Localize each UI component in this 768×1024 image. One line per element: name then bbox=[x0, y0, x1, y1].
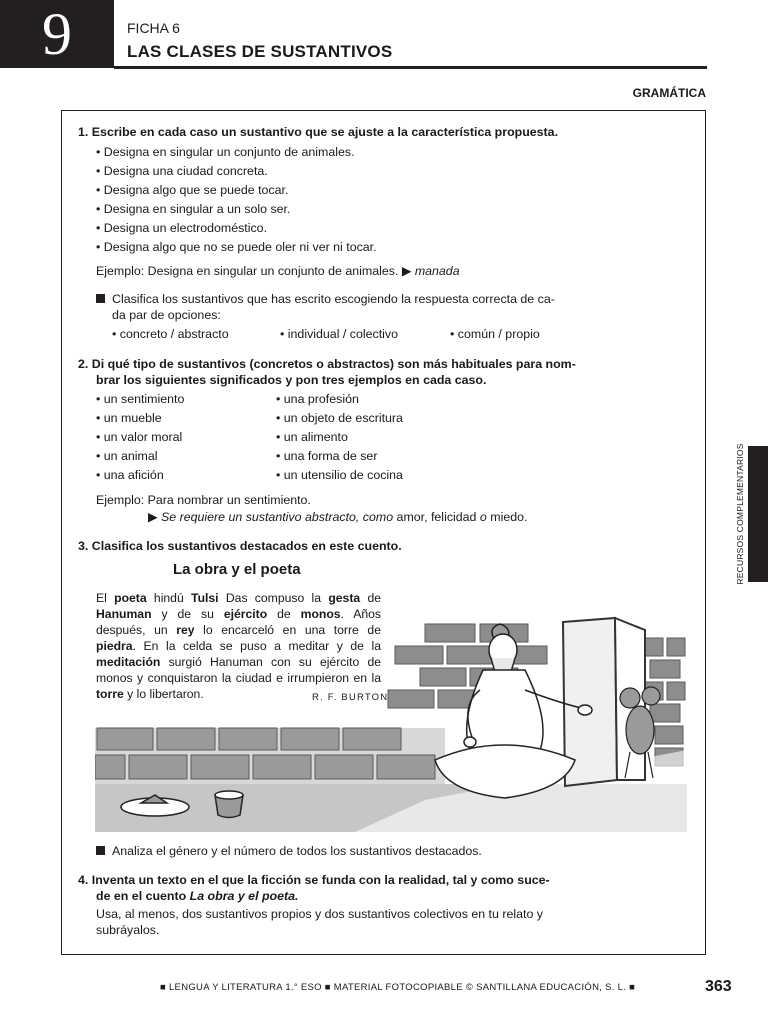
exercise-4-question bbox=[78, 872, 550, 888]
list-item: • un sentimiento bbox=[96, 390, 184, 409]
list-item: • un utensilio de cocina bbox=[276, 466, 403, 485]
list-item: • una afición bbox=[96, 466, 164, 485]
exercise-4-text: Inventa un texto en el que la ficción se funda con la realidad, tal y como suce- bbox=[91, 873, 550, 887]
exercise-3-question bbox=[78, 538, 402, 554]
story-text: El poeta hindú Tulsi Das compuso la gesta de Hanuman y de su ejército de monos. Años después, un rey lo encarceló en una torre de piedra. En la celda se puso a meditar y de la meditación surgió Hanuman con su ejército de monos y conquistaron la ciudad e irrumpieron en la torre y lo libertaron. bbox=[96, 591, 381, 701]
square-bullet-icon bbox=[96, 294, 105, 303]
example-prefix: Ejemplo: Designa en singular un conjunto de animales. ▶ bbox=[96, 264, 412, 278]
arrow-icon: ▶ bbox=[148, 510, 158, 524]
exercise-1-item: • Designa en singular a un solo ser. bbox=[96, 200, 290, 219]
example-words: miedo. bbox=[490, 510, 528, 524]
example-words: amor, felicidad bbox=[396, 510, 477, 524]
list-item: • una forma de ser bbox=[276, 447, 377, 466]
exercise-1-item: • Designa algo que se puede tocar. bbox=[96, 181, 288, 200]
exercise-4-body: Usa, al menos, dos sustantivos propios y dos sustantivos colectivos en tu relato y bbox=[96, 907, 543, 921]
exercise-2-question bbox=[78, 356, 576, 372]
story-reference: La obra y el poeta. bbox=[189, 889, 299, 903]
task-line: Clasifica los sustantivos que has escrito escogiendo la respuesta correcta de ca- bbox=[112, 292, 555, 306]
exercise-4-text-line2 bbox=[96, 888, 298, 904]
exercise-1-task bbox=[96, 291, 555, 307]
exercise-1-example bbox=[96, 262, 460, 281]
story-author: R. F. BURTON bbox=[312, 692, 389, 703]
task-line: da par de opciones: bbox=[112, 308, 221, 322]
footer-text: ■ LENGUA Y LITERATURA 1.° ESO ■ MATERIAL FOTOCOPIABLE © SANTILLANA EDUCACIÓN, S. L. ■ bbox=[160, 982, 636, 993]
ficha-label: FICHA 6 bbox=[127, 20, 180, 36]
square-bullet-icon bbox=[96, 846, 105, 855]
unit-number: 9 bbox=[0, 0, 114, 68]
exercise-1-text: Escribe en cada caso un sustantivo que se ajuste a la característica propuesta. bbox=[91, 125, 559, 139]
option-item: • individual / colectivo bbox=[280, 325, 398, 344]
exercise-1-item: • Designa un electrodoméstico. bbox=[96, 219, 267, 238]
exercise-1-item: • Designa en singular un conjunto de animales. bbox=[96, 143, 355, 162]
list-item: • un alimento bbox=[276, 428, 348, 447]
exercise-3-task bbox=[96, 843, 482, 859]
page-title: LAS CLASES DE SUSTANTIVOS bbox=[127, 42, 393, 61]
question-text: de en el cuento bbox=[96, 889, 187, 903]
exercise-2-number: 2. bbox=[78, 357, 89, 371]
exercise-2-text: Di qué tipo de sustantivos (concretos o abstractos) son más habituales para nom- bbox=[91, 357, 576, 371]
section-label: GRAMÁTICA bbox=[632, 86, 706, 100]
list-item: • un mueble bbox=[96, 409, 162, 428]
exercise-1-item: • Designa algo que no se puede oler ni ver ni tocar. bbox=[96, 238, 377, 257]
example-text: o bbox=[479, 510, 487, 524]
exercise-2-example: Ejemplo: Para nombrar un sentimiento. bbox=[96, 493, 311, 507]
exercise-4-number: 4. bbox=[78, 873, 89, 887]
list-item: • una profesión bbox=[276, 390, 359, 409]
illustration bbox=[95, 610, 687, 832]
exercise-1-number: 1. bbox=[78, 125, 89, 139]
exercise-2-text: brar los siguientes significados y pon tres ejemplos en cada caso. bbox=[96, 373, 487, 387]
list-item: • un valor moral bbox=[96, 428, 182, 447]
exercise-3-text: Clasifica los sustantivos destacados en este cuento. bbox=[91, 539, 402, 553]
exercise-2-example-answer bbox=[148, 508, 527, 527]
exercise-1-question bbox=[78, 124, 558, 140]
story-title: La obra y el poeta bbox=[173, 561, 301, 578]
side-tab bbox=[748, 446, 768, 582]
task-line: Analiza el género y el número de todos los sustantivos destacados. bbox=[112, 844, 482, 858]
side-tab-label-wrap bbox=[735, 443, 745, 585]
option-item: • concreto / abstracto bbox=[112, 325, 229, 344]
example-answer: manada bbox=[414, 264, 460, 278]
exercise-4-body: subráyalos. bbox=[96, 923, 160, 937]
side-tab-label: RECURSOS COMPLEMENTARIOS bbox=[735, 443, 745, 585]
example-text: Se requiere un sustantivo abstracto, como bbox=[160, 510, 394, 524]
list-item: • un animal bbox=[96, 447, 158, 466]
list-item: • un objeto de escritura bbox=[276, 409, 403, 428]
exercise-3-number: 3. bbox=[78, 539, 89, 553]
option-item: • común / propio bbox=[450, 325, 540, 344]
header-divider bbox=[114, 66, 707, 69]
page-number: 363 bbox=[705, 978, 732, 995]
exercise-1-item: • Designa una ciudad concreta. bbox=[96, 162, 268, 181]
